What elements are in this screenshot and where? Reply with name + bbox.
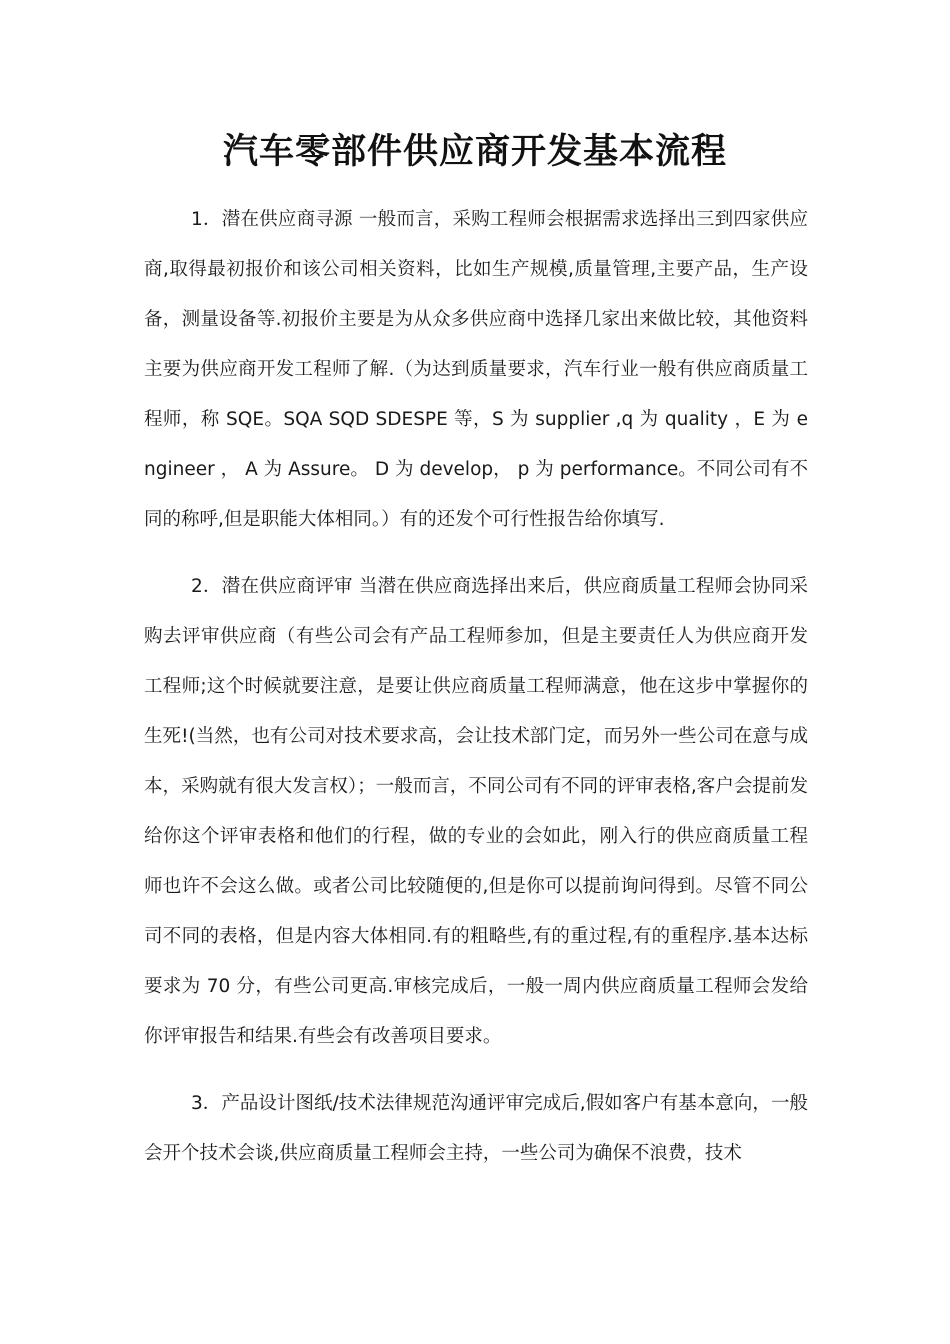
paragraph-3: 3．产品设计图纸/技术法律规范沟通评审完成后,假如客户有基本意向，一般会开个技术会谈,供应商质量工程师会主持，一些公司为确保不浪费，技术: [144, 1093, 808, 1164]
paragraph-1: 1．潜在供应商寻源 一般而言，采购工程师会根据需求选择出三到四家供应商,取得最初报价和该公司相关资料，比如生产规模,质量管理,主要产品，生产设备，测量设备等.初报价主要是为从众多供应商中选择几家出来做比较，其他资料主要为供应商开发工程师了解.（为达到质量要求，汽车行业一般有供应商质量工程师，称 SQE。SQA SQD SDESPE 等，S 为 supplier ,q 为 quality ，E 为 engineer ， A 为 Assure。 D 为 develop， p 为 performance。不同公司有不同的称呼,但是职能大体相同。）有的还发个可行性报告给你填写.: [144, 209, 808, 530]
document-body: [144, 195, 808, 1196]
document-title: 汽车零部件供应商开发基本流程: [222, 132, 727, 172]
paragraph-2: 2．潜在供应商评审 当潜在供应商选择出来后，供应商质量工程师会协同采购去评审供应商（有些公司会有产品工程师参加，但是主要责任人为供应商开发工程师;这个时候就要注意，是要让供应商质量工程师满意，他在这步中掌握你的生死!(当然，也有公司对技术要求高，会让技术部门定，而另外一些公司在意与成本，采购就有很大发言权）；一般而言，不同公司有不同的评审表格,客户会提前发给你这个评审表格和他们的行程，做的专业的会如此，刚入行的供应商质量工程师也许不会这么做。或者公司比较随便的,但是你可以提前询问得到。尽管不同公司不同的表格，但是内容大体相同.有的粗略些,有的重过程,有的重程序.基本达标要求为 70 分，有些公司更高.审核完成后，一般一周内供应商质量工程师会发给你评审报告和结果.有些会有改善项目要求。: [144, 576, 808, 1047]
